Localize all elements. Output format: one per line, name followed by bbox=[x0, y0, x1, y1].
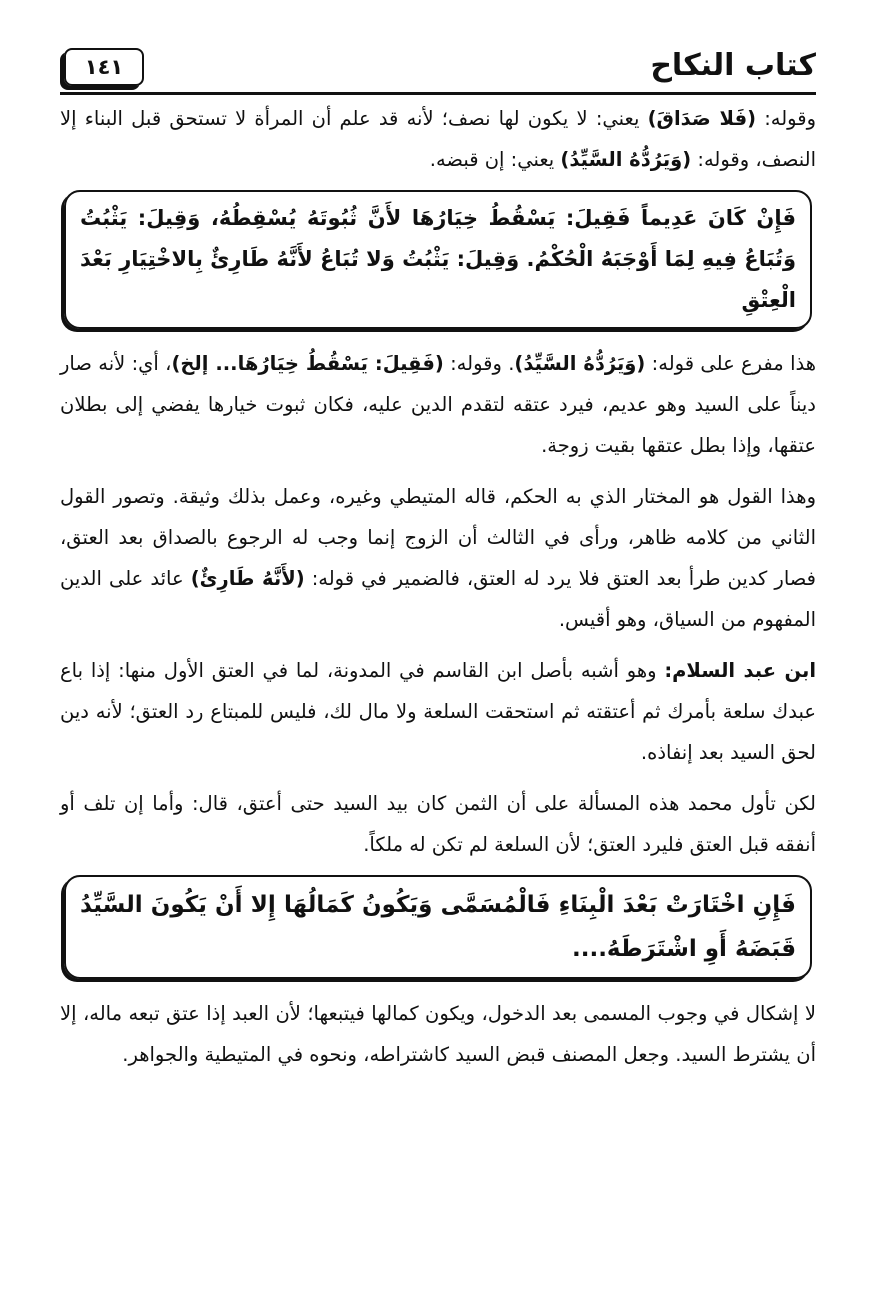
text-run: وقوله: bbox=[756, 107, 816, 130]
quote: (فَقِيلَ: يَسْقُطُ خِيَارُهَا... إلخ) bbox=[171, 352, 444, 375]
matn-box-1: فَإِنْ كَانَ عَدِيماً فَقِيلَ: يَسْقُطُ خِيَارُهَا لأَنَّ ثُبُوتَهُ يُسْقِطُهُ، وَقِيلَ: يَثْبُتُ وَتُبَاعُ فِيهِ لِمَا أَوْجَبَهُ الْحُكْمُ. وَقِيلَ: يَثْبُتُ وَلا تُبَاعُ لأَنَّهُ طَارِئٌ بِالاخْتِيَارِ بَعْدَ الْعِتْقِ bbox=[64, 190, 812, 329]
text-run: يعني: لا يكون لها نصف؛ لأنه قد علم أن المرأة لا تستحق قبل البناء إلا النصف، وقوله: bbox=[60, 107, 816, 171]
paragraph-4 bbox=[60, 650, 816, 773]
quote: (وَيَرُدُّهُ السَّيِّدُ) bbox=[514, 352, 646, 375]
paragraph-2 bbox=[60, 343, 816, 466]
paragraph-3 bbox=[60, 476, 816, 640]
header-divider bbox=[60, 92, 816, 95]
text-run: يعني: إن قبضه. bbox=[429, 148, 561, 171]
paragraph-5: لكن تأول محمد هذه المسألة على أن الثمن كان بيد السيد حتى أعتق، قال: وأما إن تلف أو أنفقه قبل العتق فليرد العتق؛ لأن السلعة لم تكن له ملكاً. bbox=[60, 792, 816, 856]
quote: (لأَنَّهُ طَارِئٌ) bbox=[190, 567, 305, 590]
text-run: هذا مفرع على قوله: bbox=[645, 352, 817, 375]
text-run: . وقوله: bbox=[443, 352, 515, 375]
quote: (فَلا صَدَاقَ) bbox=[647, 107, 757, 130]
speaker-name: ابن عبد السلام: bbox=[664, 659, 817, 682]
matn-box-2: فَإِنِ اخْتَارَتْ بَعْدَ الْبِنَاءِ فَالْمُسَمَّى وَيَكُونُ كَمَالُهَا إِلا أَنْ يَكُونَ السَّيِّدُ قَبَضَهُ أَوِ اشْتَرَطَهُ.... bbox=[64, 875, 812, 979]
page-number: ١٤١ bbox=[64, 48, 144, 86]
quote: (وَيَرُدُّهُ السَّيِّدُ) bbox=[560, 148, 692, 171]
paragraph-6: لا إشكال في وجوب المسمى بعد الدخول، ويكون كمالها فيتبعها؛ لأن العبد إذا عتق تبعه ماله، إلا أن يشترط السيد. وجعل المصنف قبض السيد كاشتراطه، ونحوه في المتيطية والجواهر. bbox=[60, 1002, 816, 1066]
text-run: وهو أشبه بأصل ابن القاسم في المدونة، لما في العتق الأول منها: إذا باع عبدك سلعة بأمرك ثم أعتقته ثم استحقت السلعة ولا مال لك، فليس للمبتاع رد العتق؛ لأنه دين لحق السيد بعد إنفاذه. bbox=[60, 659, 816, 764]
text-run: عائد على الدين المفهوم من السياق، وهو أقيس. bbox=[60, 567, 816, 631]
document-page bbox=[60, 40, 816, 1085]
paragraph-1 bbox=[60, 98, 816, 180]
text-run: ، أي: لأنه صار ديناً على السيد وهو عديم، فيرد عتقه لتقدم الدين عليه، فكان ثبوت خيارها يفضي إلى بطلان عتقها، وإذا بطل عتقها بقيت زوجة. bbox=[60, 352, 816, 457]
text-run: وهذا القول هو المختار الذي به الحكم، قاله المتيطي وغيره، وعمل بذلك وثيقة. وتصور القول الثاني من كلامه ظاهر، ورأى في الثالث أن الزوج إنما وجب له الرجوع بالصداق بعد العتق، فصار كدين طرأ بعد العتق فلا يرد له العتق، فالضمير في قوله: bbox=[60, 485, 817, 590]
page-header bbox=[60, 40, 816, 96]
book-title: كتاب النكاح bbox=[650, 48, 816, 83]
